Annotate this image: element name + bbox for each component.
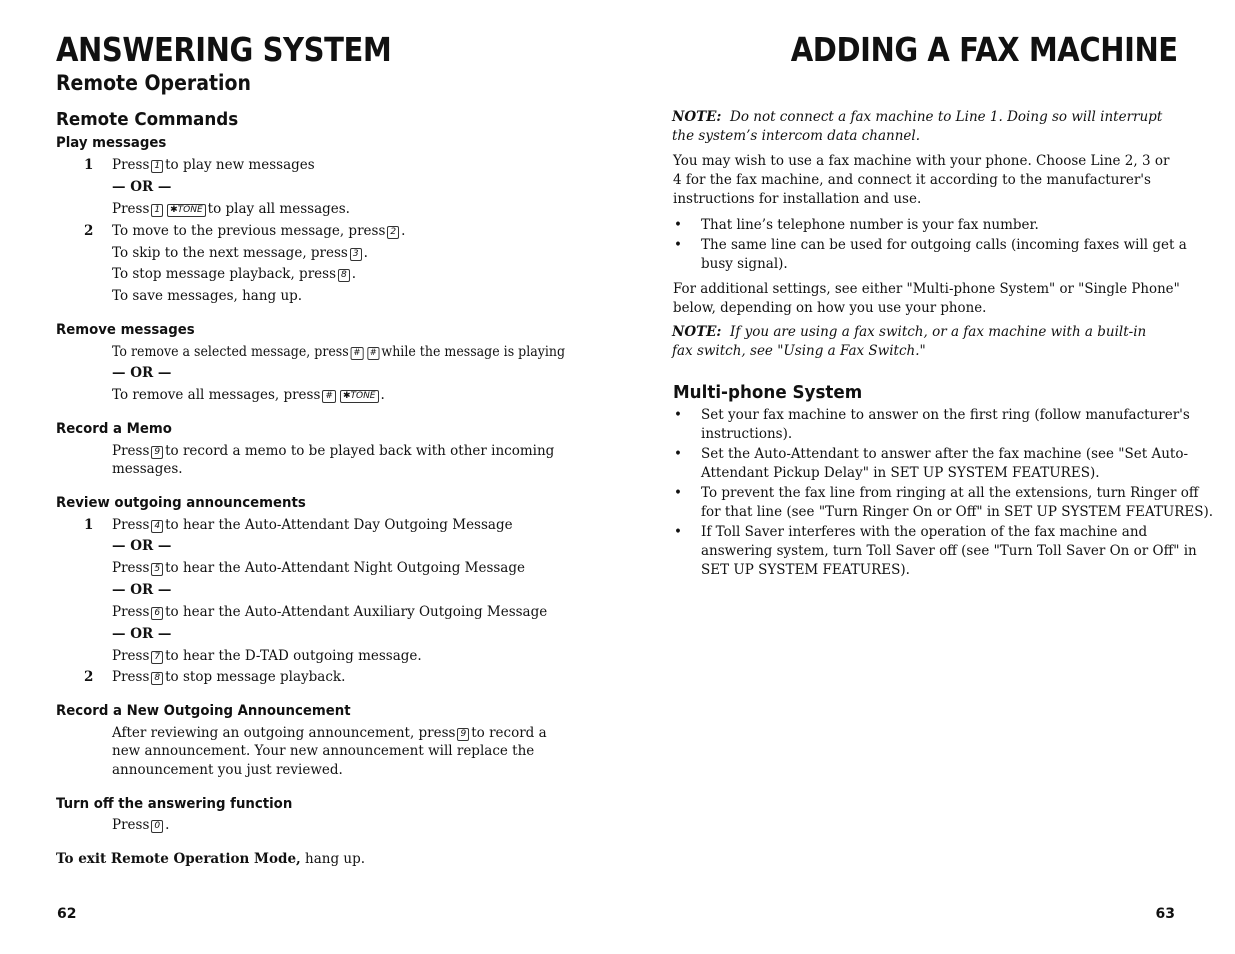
- left-page: [0, 0, 617, 954]
- key-8-icon: 8: [338, 269, 350, 282]
- key-3-icon: 3: [350, 248, 362, 261]
- bullet-icon: •: [674, 237, 682, 253]
- or-separator: — OR —: [112, 538, 172, 554]
- heading-record-new-announcement: Record a New Outgoing Announcement: [56, 703, 351, 719]
- heading-turn-off-answering: Turn off the answering function: [56, 796, 293, 812]
- key-6-icon: 6: [151, 607, 163, 620]
- list-item: Set the Auto-Attendant to answer after the fax machine (see "Set Auto- Attendant Pickup Delay" in SET UP SYSTEM FEATURES).: [701, 446, 1189, 481]
- exit-instruction: To exit Remote Operation Mode, hang up.: [56, 851, 366, 867]
- bullet-icon: •: [674, 524, 682, 540]
- key-5-icon: 5: [151, 563, 163, 576]
- instruction-line: new announcement. Your new announcement will replace the: [112, 743, 535, 759]
- instruction-line: To save messages, hang up.: [112, 288, 303, 304]
- key-9-icon: 9: [457, 728, 469, 741]
- page-subtitle: Remote Operation: [56, 71, 251, 95]
- step-number: 1: [84, 157, 94, 173]
- instruction-line: After reviewing an outgoing announcement, press 9 to record a: [112, 725, 547, 741]
- page-number: 62: [57, 906, 77, 922]
- heading-remove-messages: Remove messages: [56, 322, 195, 338]
- key-4-icon: 4: [151, 520, 163, 533]
- page-title: ADDING A FAX MACHINE: [791, 30, 1178, 69]
- page-number: 63: [1155, 906, 1175, 922]
- step-number: 2: [84, 223, 94, 239]
- key-1-icon: 1: [151, 160, 163, 173]
- page-title: ANSWERING SYSTEM: [56, 30, 392, 69]
- or-separator: — OR —: [112, 626, 172, 642]
- or-separator: — OR —: [112, 179, 172, 195]
- instruction-line: announcement you just reviewed.: [112, 762, 343, 778]
- section-heading-remote-commands: Remote Commands: [56, 109, 239, 130]
- instruction-line: To remove a selected message, press # # while the message is playing: [112, 344, 566, 360]
- or-separator: — OR —: [112, 582, 172, 598]
- key-9-icon: 9: [151, 446, 163, 459]
- instruction-line: To remove all messages, press # ✱TONE .: [112, 387, 385, 403]
- heading-play-messages: Play messages: [56, 135, 167, 151]
- step-number: 1: [84, 517, 94, 533]
- bullet-icon: •: [674, 446, 682, 462]
- key-pound-icon: #: [367, 347, 380, 360]
- key-1-icon: 1: [151, 204, 163, 217]
- instruction-line: To stop message playback, press 8 .: [112, 266, 357, 282]
- intro-paragraph: You may wish to use a fax machine with your phone. Choose Line 2, 3 or 4 for the fax machine, and connect it according to the manufacturer's instructions for installation and use.: [673, 153, 1170, 207]
- bullet-icon: •: [674, 217, 682, 233]
- list-item: Set your fax machine to answer on the first ring (follow manufacturer's instructions).: [701, 407, 1190, 442]
- step-number: 2: [84, 669, 94, 685]
- instruction-line: Press 8 to stop message playback.: [112, 669, 346, 685]
- instruction-line: Press 4 to hear the Auto-Attendant Day Outgoing Message: [112, 517, 513, 533]
- instruction-line: Press 7 to hear the D-TAD outgoing message.: [112, 648, 422, 664]
- instruction-line: To skip to the next message, press 3 .: [112, 245, 368, 261]
- note-paragraph: NOTE: If you are using a fax switch, or a fax machine with a built-in fax switch, see "Using a Fax Switch.": [672, 324, 1147, 359]
- key-star-tone-icon: ✱TONE: [167, 204, 206, 217]
- instruction-line: Press 0 .: [112, 817, 170, 833]
- instruction-line: Press 1 to play new messages: [112, 157, 315, 173]
- bullet-icon: •: [674, 407, 682, 423]
- section-heading-multi-phone: Multi-phone System: [673, 382, 863, 403]
- or-separator: — OR —: [112, 365, 172, 381]
- key-8-icon: 8: [151, 672, 163, 685]
- instruction-line: messages.: [112, 461, 183, 477]
- instruction-line: To move to the previous message, press 2 .: [112, 223, 406, 239]
- key-7-icon: 7: [151, 651, 163, 664]
- key-0-icon: 0: [151, 820, 163, 833]
- bullet-icon: •: [674, 485, 682, 501]
- instruction-line: Press 9 to record a memo to be played back with other incoming: [112, 443, 555, 459]
- key-2-icon: 2: [387, 226, 399, 239]
- list-item: If Toll Saver interferes with the operation of the fax machine and answering system, turn Toll Saver off (see "Turn Toll Saver On or Off" in SET UP SYSTEM FEATURES).: [701, 524, 1197, 578]
- heading-review-announcements: Review outgoing announcements: [56, 495, 306, 511]
- instruction-line: Press 6 to hear the Auto-Attendant Auxiliary Outgoing Message: [112, 604, 548, 620]
- instruction-line: Press 1 ✱TONE to play all messages.: [112, 201, 350, 217]
- key-pound-icon: #: [351, 347, 364, 360]
- note-paragraph: NOTE: Do not connect a fax machine to Line 1. Doing so will interrupt the system’s intercom data channel.: [672, 109, 1163, 144]
- list-item: That line’s telephone number is your fax number.: [701, 217, 1039, 233]
- key-star-tone-icon: ✱TONE: [340, 390, 379, 403]
- list-item: To prevent the fax line from ringing at all the extensions, turn Ringer off for that line (see "Turn Ringer On or Off" in SET UP SYSTEM FEATURES).: [701, 485, 1214, 520]
- instruction-line: Press 5 to hear the Auto-Attendant Night Outgoing Message: [112, 560, 525, 576]
- list-item: The same line can be used for outgoing calls (incoming faxes will get a busy signal).: [701, 237, 1187, 272]
- key-pound-icon: #: [322, 390, 336, 403]
- heading-record-memo: Record a Memo: [56, 421, 172, 437]
- settings-paragraph: For additional settings, see either "Multi-phone System" or "Single Phone" below, depending on how you use your phone.: [673, 281, 1180, 316]
